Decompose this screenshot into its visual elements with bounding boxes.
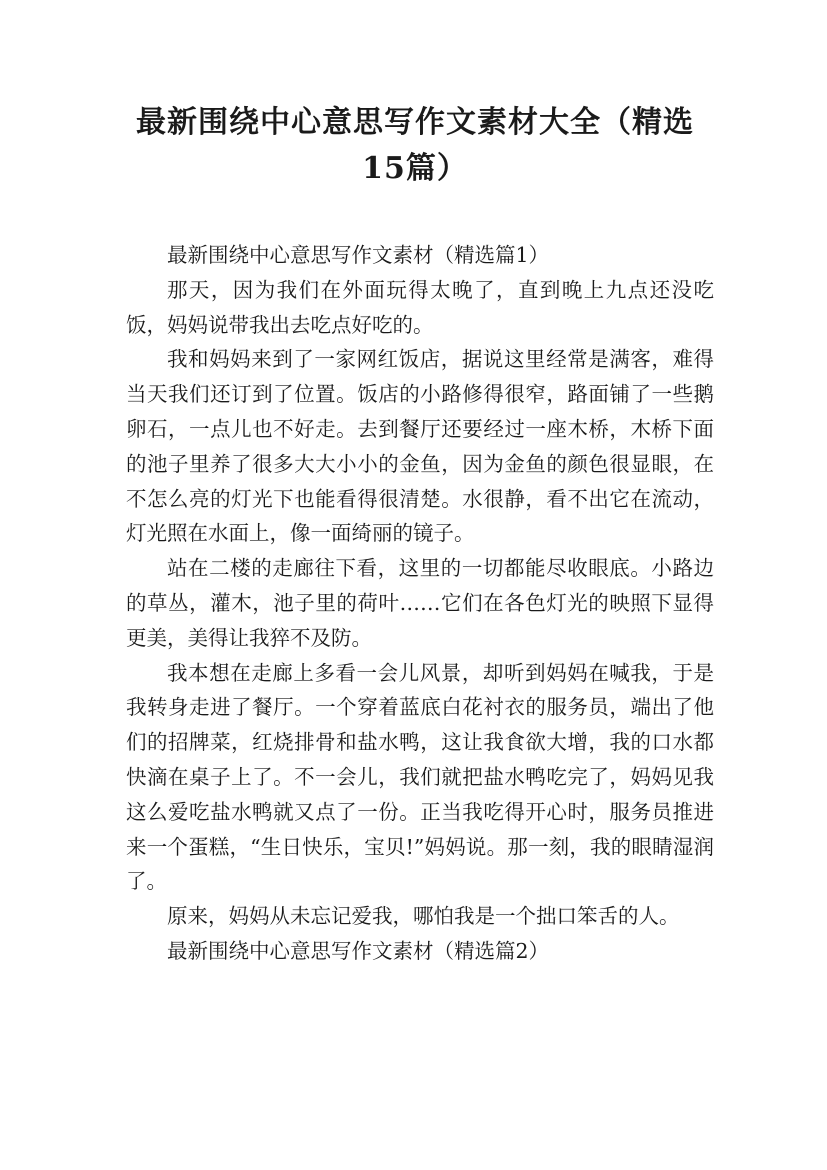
section-heading-1: 最新围绕中心意思写作文素材（精选篇1） bbox=[167, 243, 550, 267]
document-body bbox=[126, 238, 714, 969]
paragraph: 原来，妈妈从未忘记爱我，哪怕我是一个拙口笨舌的人。 bbox=[167, 904, 680, 929]
paragraph: 站在二楼的走廊往下看，这里的一切都能尽收眼底。小路边的草丛，灌木，池子里的荷叶……它们在各色灯光的映照下显得更美，美得让我猝不及防。 bbox=[126, 556, 714, 650]
document-title: 最新围绕中心意思写作文素材大全（精选15篇） bbox=[136, 105, 694, 186]
section-heading-2: 最新围绕中心意思写作文素材（精选篇2） bbox=[167, 938, 550, 963]
paragraph: 那天，因为我们在外面玩得太晚了，直到晚上九点还没吃饭，妈妈说带我出去吃点好吃的。 bbox=[126, 277, 714, 337]
paragraph: 我和妈妈来到了一家网红饭店，据说这里经常是满客，难得当天我们还订到了位置。饭店的小路修得很窄，路面铺了一些鹅卵石，一点儿也不好走。去到餐厅还要经过一座木桥，木桥下面的池子里养了很多大大小小的金鱼，因为金鱼的颜色很显眼，在不怎么亮的灯光下也能看得很清楚。水很静，看不出它在流动，灯光照在水面上，像一面绮丽的镜子。 bbox=[126, 347, 714, 546]
paragraph: 我本想在走廊上多看一会儿风景，却听到妈妈在喊我，于是我转身走进了餐厅。一个穿着蓝底白花衬衣的服务员，端出了他们的招牌菜，红烧排骨和盐水鸭，这让我食欲大增，我的口水都快滴在桌子上了。不一会儿，我们就把盐水鸭吃完了，妈妈见我这么爱吃盐水鸭就又点了一份。正当我吃得开心时，服务员推进来一个蛋糕，“生日快乐，宝贝!”妈妈说。那一刻，我的眼睛湿润了。 bbox=[126, 660, 714, 894]
